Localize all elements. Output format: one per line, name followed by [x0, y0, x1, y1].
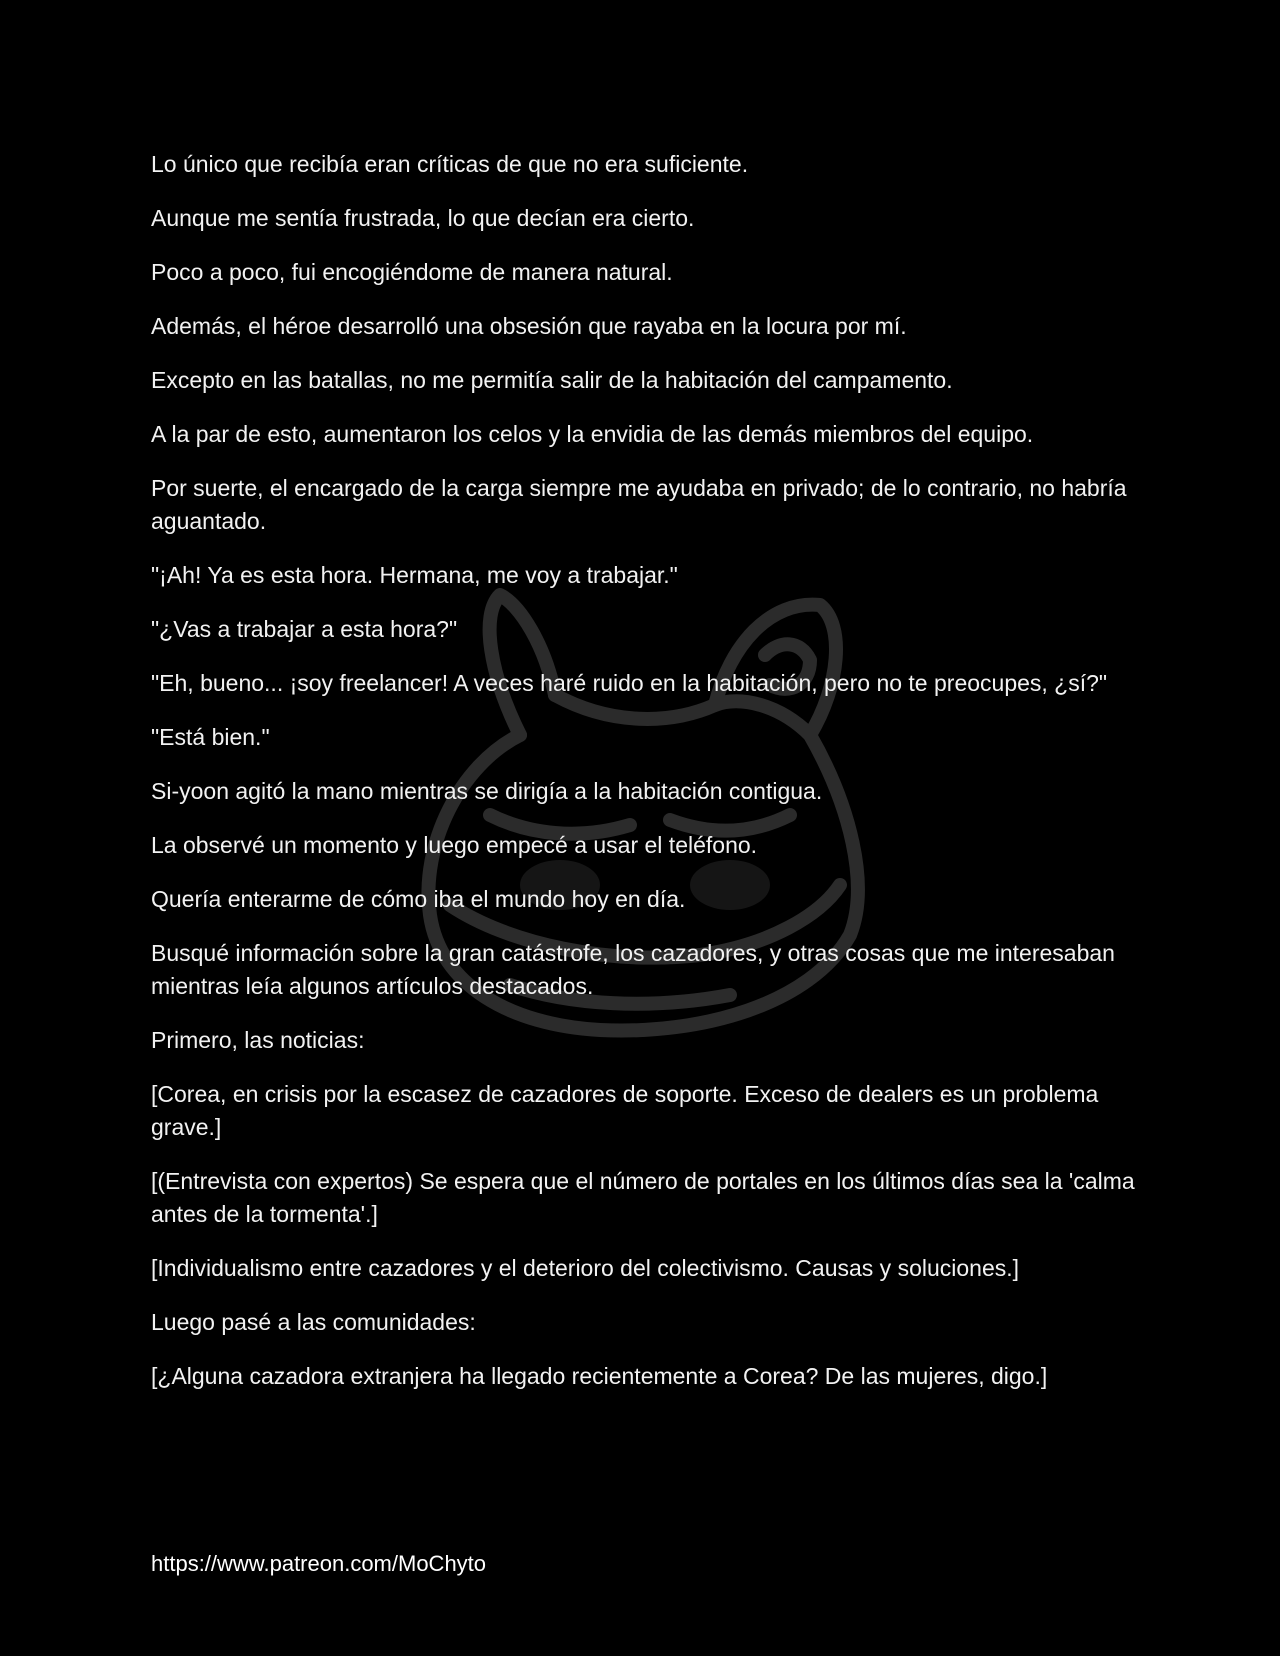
- paragraph: Poco a poco, fui encogiéndome de manera natural.: [151, 259, 673, 285]
- paragraph: [¿Alguna cazadora extranjera ha llegado recientemente a Corea? De las mujeres, digo.]: [151, 1363, 1048, 1389]
- paragraph: Si-yoon agitó la mano mientras se dirigía a la habitación contigua.: [151, 778, 823, 804]
- story-text: [151, 148, 1141, 1414]
- paragraph: Lo único que recibía eran críticas de que no era suficiente.: [151, 151, 749, 177]
- paragraph: Por suerte, el encargado de la carga siempre me ayudaba en privado; de lo contrario, no habría aguantado.: [151, 475, 1127, 534]
- paragraph: Excepto en las batallas, no me permitía salir de la habitación del campamento.: [151, 367, 953, 393]
- paragraph: Busqué información sobre la gran catástrofe, los cazadores, y otras cosas que me interesaban mientras leía algunos artículos destacados.: [151, 940, 1115, 999]
- paragraph: A la par de esto, aumentaron los celos y la envidia de las demás miembros del equipo.: [151, 421, 1034, 447]
- paragraph: "Está bien.": [151, 724, 270, 750]
- paragraph: [Corea, en crisis por la escasez de cazadores de soporte. Exceso de dealers es un problema grave.]: [151, 1081, 1099, 1140]
- patreon-link[interactable]: https://www.patreon.com/MoChyto: [151, 1551, 487, 1576]
- paragraph: Aunque me sentía frustrada, lo que decían era cierto.: [151, 205, 695, 231]
- paragraph: Quería enterarme de cómo iba el mundo hoy en día.: [151, 886, 686, 912]
- paragraph: Además, el héroe desarrolló una obsesión que rayaba en la locura por mí.: [151, 313, 907, 339]
- paragraph: Primero, las noticias:: [151, 1027, 365, 1053]
- paragraph: La observé un momento y luego empecé a usar el teléfono.: [151, 832, 758, 858]
- paragraph: "¡Ah! Ya es esta hora. Hermana, me voy a trabajar.": [151, 562, 678, 588]
- paragraph: [(Entrevista con expertos) Se espera que el número de portales en los últimos días sea la 'calma antes de la tormenta'.]: [151, 1168, 1135, 1227]
- paragraph: [Individualismo entre cazadores y el deterioro del colectivismo. Causas y soluciones.]: [151, 1255, 1020, 1281]
- paragraph: Luego pasé a las comunidades:: [151, 1309, 476, 1335]
- paragraph: "¿Vas a trabajar a esta hora?": [151, 616, 458, 642]
- paragraph: "Eh, bueno... ¡soy freelancer! A veces haré ruido en la habitación, pero no te preocupes, ¿sí?": [151, 670, 1108, 696]
